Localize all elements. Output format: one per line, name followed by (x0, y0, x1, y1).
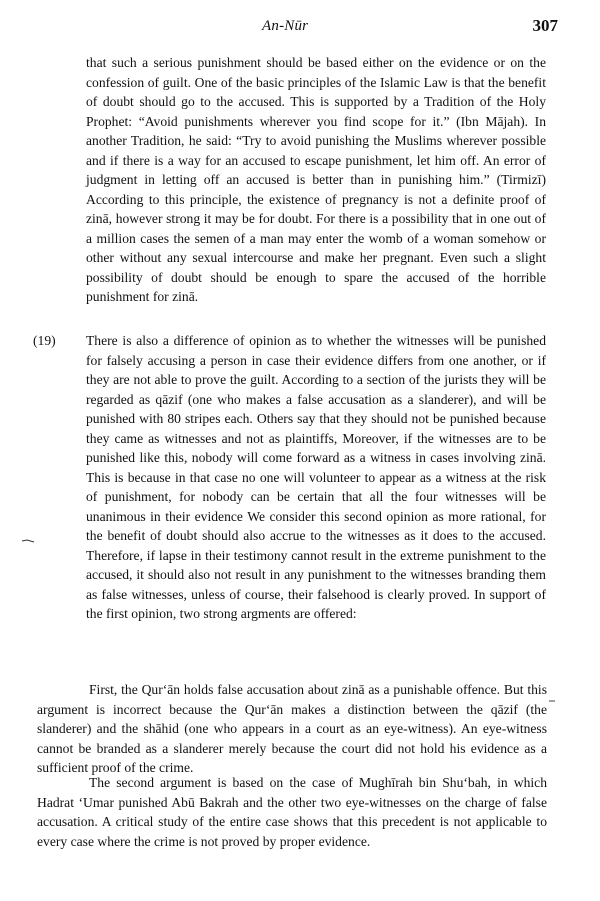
stray-ink-mark-2 (548, 699, 556, 703)
page-number: 307 (532, 16, 558, 35)
second-argument-paragraph (37, 773, 547, 851)
paragraph-19 (86, 331, 546, 624)
continuation-paragraph-text: that such a serious punishment should be based either on the evidence or on the confession of guilt. One of the basic principles of the Islamic Law is that the benefit of doubt should go to the accused. This is supported by a Tradition of the Holy Prophet: “Avoid punishments wherever you find scope for it.” (Ibn Mājah). In another Tradition, he said: “Try to avoid punishing the Muslims wherever possible and if there is a way for an accused to escape punishment, let him off. An error of judgment in letting off an accused is better than in punishing him.” (Tirmizī) According to this principle, the existence of pregnancy is not a definite proof of zinā, however strong it may be for doubt. For there is a possibility that in one out of a million cases the semen of a man may enter the womb of a woman somehow or other without any sexual intercourse and make her pregnant. Even such a slight possibility of doubt should be enough to spare the accused of the horrible punishment for zinā. (86, 55, 546, 304)
first-argument-paragraph (37, 680, 547, 778)
continuation-paragraph (86, 53, 546, 307)
page-header (0, 18, 600, 40)
second-argument-text: The second argument is based on the case of Mughīrah bin Shu‘bah, in which Hadrat ‘Umar punished Abū Bakrah and the other two eye-witnesses on the charge of false accusation. A critical study of the entire case shows that this precedent is not applicable to every case where the crime is not proved by proper evidence. (37, 775, 547, 849)
paragraph-number: (19) (33, 333, 56, 348)
running-title: An-Nūr (262, 18, 309, 34)
stray-ink-mark (21, 538, 35, 544)
paragraph-19-text: There is also a difference of opinion as to whether the witnesses will be punished for falsely accusing a person in case their evidence differs from one another, or if they are not able to prove the guilt. According to a section of the jurists they will be regarded as qāzif (one who makes a false accusation as a slanderer), and will be punished with 80 stripes each. Others say that they should not be punished because they came as witnesses and not as plaintiffs, Moreover, if the witnesses are to be punished like this, nobody will come forward as a witness in cases involving zinā. This is because in that case no one will volunteer to appear as a witness at the risk of punishment, for nobody can be certain that all the four witnesses will be unanimous in their evidence We consider this second opinion as more rational, for the benefit of doubt should also accrue to the witnesses as it does to the accused. Therefore, if lapse in their testimony cannot result in the extreme punishment to the accused, it should also not result in any punishment to the witnesses branding them as false witnesses, unless of course, their falsehood is clearly proved. In support of the first opinion, two strong argments are offered: (86, 333, 546, 621)
first-argument-text: First, the Qur‘ān holds false accusation about zinā as a punishable offence. But this argument is incorrect because the Qur‘ān makes a distinction between the qāzif (the slanderer) and the shāhid (one who appears in a court as an eye-witness). An eye-witness cannot be branded as a slanderer merely because the court did not hold his evidence as a sufficient proof of the crime. (37, 682, 547, 775)
